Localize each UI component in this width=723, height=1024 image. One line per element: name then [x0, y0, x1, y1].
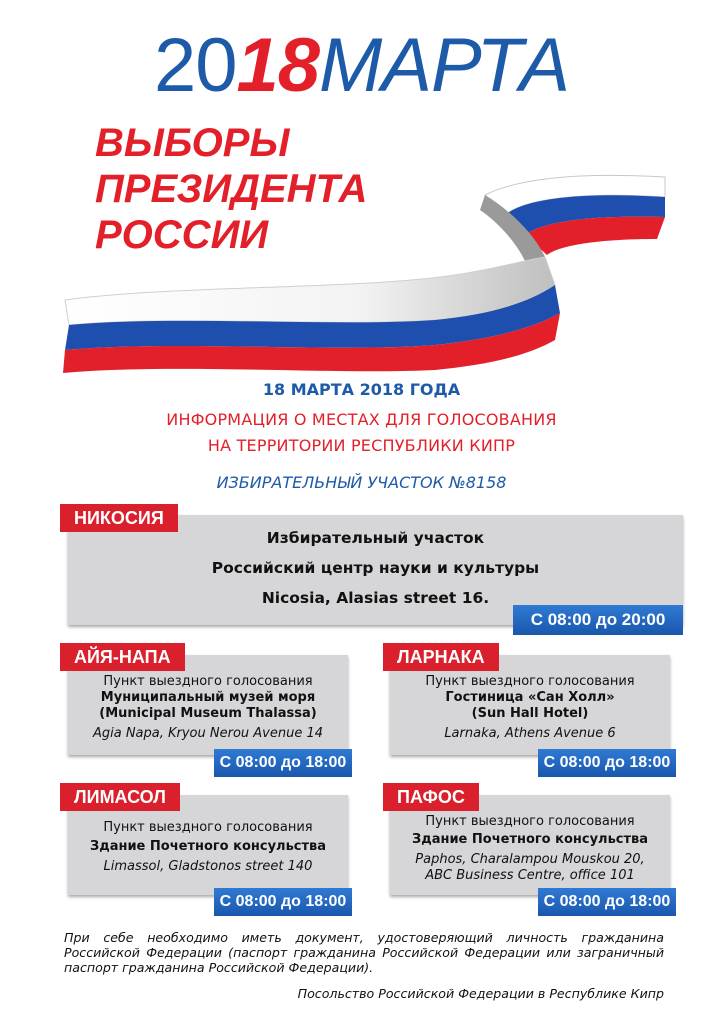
- ayia-napa-city-tag: АЙЯ-НАПА: [60, 643, 185, 671]
- paphos-venue: Здание Почетного консульства: [411, 832, 649, 847]
- paphos-hours: С 08:00 до 18:00: [538, 888, 676, 916]
- larnaca-venue-2: (Sun Hall Hotel): [471, 706, 589, 721]
- polling-district: ИЗБИРАТЕЛЬНЫЙ УЧАСТОК №8158: [216, 473, 507, 492]
- larnaca-label: Пункт выездного голосования: [425, 674, 635, 689]
- paphos-address-2: ABC Business Centre, office 101: [425, 868, 635, 883]
- headline-line-1: ВЫБОРЫ: [95, 121, 290, 165]
- paphos-label: Пункт выездного голосования: [425, 814, 635, 829]
- ayia-napa-address: Agia Napa, Kryou Nerou Avenue 14: [92, 726, 324, 741]
- larnaca-city-tag: ЛАРНАКА: [383, 643, 499, 671]
- larnaca-address: Larnaka, Athens Avenue 6: [444, 726, 616, 741]
- paphos-address-1: Paphos, Charalampou Mouskou 20,: [415, 852, 645, 867]
- nicosia-line-1: Избирательный участок: [266, 529, 485, 547]
- nicosia-city-tag: НИКОСИЯ: [60, 504, 178, 532]
- info-line-1: ИНФОРМАЦИЯ О МЕСТАХ ДЛЯ ГОЛОСОВАНИЯ: [166, 410, 557, 429]
- election-day: 18: [236, 23, 320, 108]
- document-requirement-note: При себе необходимо иметь документ, удостоверяющий личность гражданина Российской Федерации (паспорт гражданина Российской Федерации или заграничный паспорт гражданина Российской Федерации).: [64, 930, 664, 975]
- russian-flag-ribbon-icon: [55, 165, 675, 375]
- ayia-napa-venue-2: (Municipal Museum Thalassa): [99, 706, 317, 721]
- nicosia-hours: С 08:00 до 20:00: [513, 605, 683, 635]
- ayia-napa-label: Пункт выездного голосования: [103, 674, 313, 689]
- nicosia-line-3: Nicosia, Alasias street 16.: [261, 589, 490, 607]
- limassol-venue: Здание Почетного консульства: [89, 839, 327, 854]
- larnaca-venue-1: Гостиница «Сан Холл»: [445, 690, 615, 705]
- nicosia-line-2: Российский центр науки и культуры: [211, 559, 540, 577]
- paphos-city-tag: ПАФОС: [383, 783, 479, 811]
- ayia-napa-venue-1: Муниципальный музей моря: [100, 690, 316, 705]
- info-line-2: НА ТЕРРИТОРИИ РЕСПУБЛИКИ КИПР: [207, 436, 516, 455]
- ayia-napa-hours: С 08:00 до 18:00: [214, 749, 352, 777]
- limassol-hours: С 08:00 до 18:00: [214, 888, 352, 916]
- election-month: МАРТА: [319, 23, 570, 108]
- limassol-address: Limassol, Gladstonos street 140: [103, 859, 313, 874]
- election-full-date: 18 МАРТА 2018 ГОДА: [262, 380, 461, 399]
- embassy-signature: Посольство Российской Федерации в Республике Кипр: [297, 986, 664, 1001]
- year-prefix: 20: [153, 23, 237, 108]
- election-date-title: [0, 23, 723, 108]
- larnaca-hours: С 08:00 до 18:00: [538, 749, 676, 777]
- limassol-label: Пункт выездного голосования: [103, 820, 313, 835]
- limassol-city-tag: ЛИМАСОЛ: [60, 783, 180, 811]
- headline-line-2: ПРЕЗИДЕНТА: [95, 167, 368, 211]
- headline-line-3: РОССИИ: [95, 213, 269, 257]
